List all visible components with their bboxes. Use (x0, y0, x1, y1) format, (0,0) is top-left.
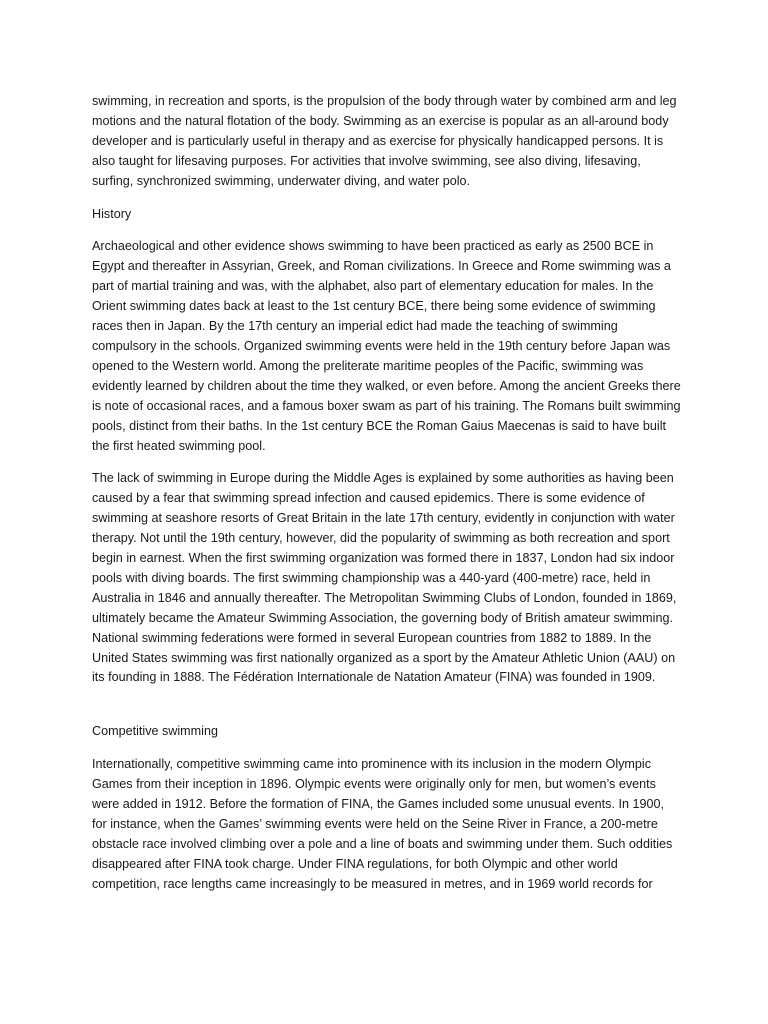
blank-line (92, 701, 682, 722)
history-paragraph-2: The lack of swimming in Europe during the Middle Ages is explained by some authorities as having been caused by a fear that swimming spread infection and caused epidemics. There is some evidence of swimming at seashore resorts of Great Britain in the late 17th century, evidently in conjunction with water therapy. Not until the 19th century, however, did the popularity of swimming as both recreation and sport begin in earnest. When the first swimming organization was formed there in 1837, London had six indoor pools with diving boards. The first swimming championship was a 440-yard (400-metre) race, held in Australia in 1846 and annually thereafter. The Metropolitan Swimming Clubs of London, founded in 1869, ultimately became the Amateur Swimming Association, the governing body of British amateur swimming. National swimming federations were formed in several European countries from 1882 to 1889. In the United States swimming was first nationally organized as a sport by the Amateur Athletic Union (AAU) on its founding in 1888. The Fédération Internationale de Natation Amateur (FINA) was founded in 1909. (92, 471, 677, 685)
competitive-swimming-heading: Competitive swimming (92, 724, 218, 739)
history-paragraph-1: Archaeological and other evidence shows swimming to have been practiced as early as 2500 BCE in Egypt and thereafter in Assyrian, Greek, and Roman civilizations. In Greece and Rome swimming was a part of martial training and was, with the alphabet, also part of elementary education for males. In the Orient swimming dates back at least to the 1st century BCE, there being some evidence of swimming races then in Japan. By the 17th century an imperial edict had made the teaching of swimming compulsory in the schools. Organized swimming events were held in the 19th century before Japan was opened to the Western world. Among the preliterate maritime peoples of the Pacific, swimming was evidently learned by children about the time they walked, or even before. Among the ancient Greeks there is note of occasional races, and a famous boxer swam as part of his training. The Romans built swimming pools, distinct from their baths. In the 1st century BCE the Roman Gaius Maecenas is said to have built the first heated swimming pool. (92, 239, 681, 453)
intro-paragraph: swimming, in recreation and sports, is the propulsion of the body through water by combined arm and leg motions and the natural flotation of the body. Swimming as an exercise is popular as an all-around body developer and is particularly useful in therapy and as exercise for physically handicapped persons. It is also taught for lifesaving purposes. For activities that involve swimming, see also diving, lifesaving, surfing, synchronized swimming, underwater diving, and water polo. (92, 94, 677, 188)
document-body (92, 92, 682, 908)
history-heading: History (92, 206, 132, 221)
competitive-paragraph-1: Internationally, competitive swimming came into prominence with its inclusion in the modern Olympic Games from their inception in 1896. Olympic events were originally only for men, but women’s events were added in 1912. Before the formation of FINA, the Games included some unusual events. In 1900, for instance, when the Games’ swimming events were held on the Seine River in France, a 200-metre obstacle race involved climbing over a pole and a line of boats and swimming under them. Such oddities disappeared after FINA took charge. Under FINA regulations, for both Olympic and other world competition, race lengths came increasingly to be measured in metres, and in 1969 world records for (92, 757, 673, 891)
